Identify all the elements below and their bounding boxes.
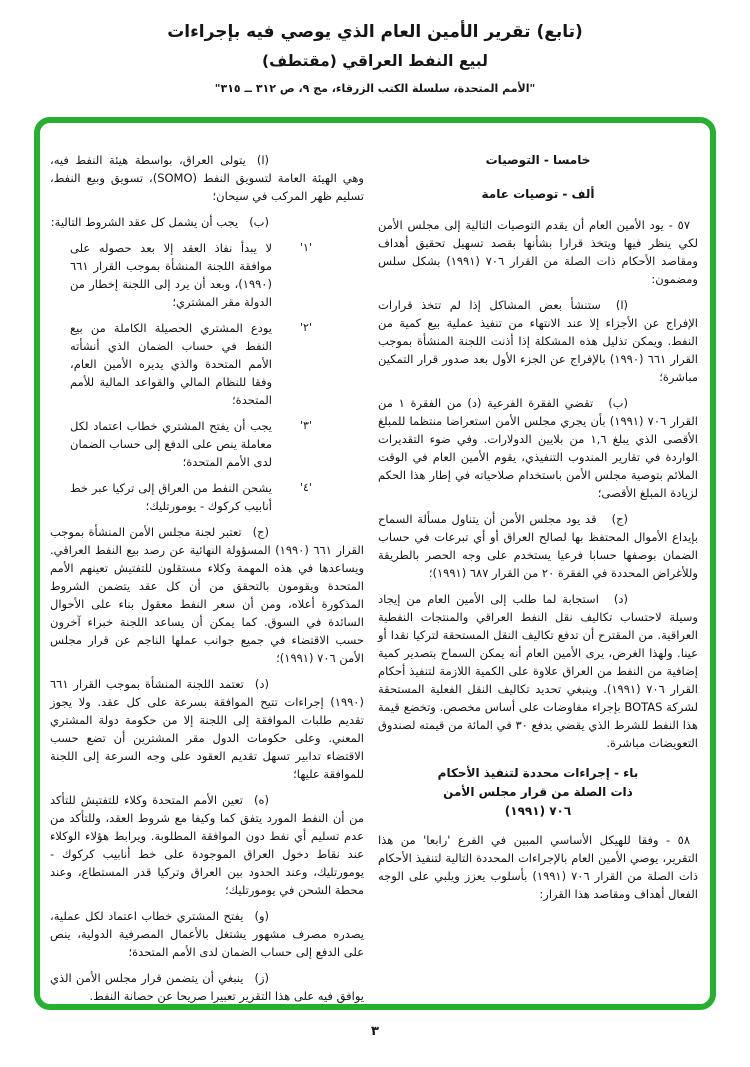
column-left — [50, 151, 364, 1010]
item-marker: (ب) — [608, 396, 628, 410]
item-text: يجب أن يشمل كل عقد الشروط التالية: — [50, 215, 239, 229]
procedure-item-w — [50, 907, 364, 961]
content-frame — [34, 117, 716, 1010]
recommendation-item-d — [378, 590, 698, 752]
item-text: ستنشأ بعض المشاكل إذا لم تتخذ قرارات الإفراج عن الأجزاء إلا عند الانتهاء من تنفيذ عملية بيع كمية من النفط. ويمكن تذليل هذه المشكلة إذا أذنت اللجنة المنشأة بموجب القرار ٦٦١ (١٩٩٠) بالإفراج عن الجزء الأول بعد صدور قرار التمكين مباشرة؛ — [378, 298, 698, 384]
procedure-item-a — [50, 151, 364, 205]
item-number-marker: '١' — [300, 241, 312, 254]
contract-condition-3 — [70, 417, 312, 471]
item-text: تعين الأمم المتحدة وكلاء للتفتيش للتأكد من أن النفط المورد يتفق كما وكيفا مع شروط العقد، وللتأكد من عدم تسليم أي نفط دون الموافقة المطلوبة. ويرابط هؤلاء الوكلاء عند نقاط دخول العراق الموجودة على خط أنابيب كركوك - يومورتليك، وعند الحدود بين العراق وتركيا قدر المستطاع، وعند محطة الشحن في يومورتليك؛ — [50, 793, 364, 897]
source-citation: "الأمم المتحدة، سلسلة الكتب الزرقاء، مج ٩، ص ٣١٢ ــ ٣١٥" — [214, 82, 536, 95]
item-text: تعتبر لجنة مجلس الأمن المنشأة بموجب القرار ٦٦١ (١٩٩٠) المسؤولة النهائية عن رصد بيع النفط العراقي. ويساعدها في هذه المهمة وكلاء مستقلون للتفتيش تعينهم الأمم المتحدة ويقومون بالتحقق من أن كل عقد يتضمن الشروط المذكورة أعلاه، ومن أن سعر النفط معقول بناء على الأحوال السائدة في السوق. كما يمكن أن يساعد اللجنة خبراء آخرون حسب الاقتضاء في جميع جوانب عملها الناجم عن قرار مجلس الأمن ٧٠٦ (١٩٩١)؛ — [50, 525, 364, 665]
item-marker: (د) — [613, 592, 628, 606]
item-number-marker: '٢' — [300, 321, 312, 334]
item-text: لا يبدأ نفاذ العقد إلا بعد حصوله على موافقة اللجنة المنشأة بموجب القرار ٦٦١ (١٩٩٠)، وبعد أن يرد إلى اللجنة إخطار من الدولة مقر المشتري؛ — [70, 241, 272, 309]
item-marker: (ج) — [252, 525, 269, 539]
item-marker: (ا) — [615, 298, 628, 312]
subsection-a-heading: ألف - توصيات عامة — [481, 187, 595, 201]
report-title-line-2: لبيع النفط العراقي (مقتطف) — [262, 52, 488, 70]
item-text: قد يود مجلس الأمن أن يتناول مسألة السماح بإيداع الأموال المحتفظ بها لصالح العراق أو أي تبرعات في حساب الضمان بوصفها حسابا فرعيا يستخدم على وجه الحصر بالطريقة وللأغراض المحددة في الفقرة ٢٠ من القرار ٦٨٧ (١٩٩١)؛ — [378, 512, 698, 580]
page-header — [0, 22, 750, 95]
paragraph-58-text: ٥٨ - وفقا للهيكل الأساسي المبين في الفرع 'رابعا' من هذا التقرير، يوصي الأمين العام بالإجراءات المحددة التالية لتنفيذ الأحكام ذات الصلة من القرار ٧٠٦ (١٩٩١) بأسلوب يعزز ويلبي على الوجه الفعال أهداف ومقاصد هذا القرار: — [378, 833, 698, 901]
paragraph-57 — [378, 216, 698, 288]
item-text: تعتمد اللجنة المنشأة بموجب القرار ٦٦١ (١٩٩٠) إجراءات تتيح الموافقة بسرعة على كل عقد. ولا يجوز تقديم طلبات الموافقة إلى اللجنة إلا من حكومة دولة المشتري المعني. وعلى حكومات الدول مقر المشترين أن تضع حسب الاقتضاء تدابير تسهل تقديم العقود على وجه السرعة إلى اللجنة للموافقة عليها؛ — [50, 677, 364, 781]
paragraph-57-text: ٥٧ - يود الأمين العام أن يقدم التوصيات التالية إلى مجلس الأمن لكي ينظر فيها ويتخذ قرارا بشأنها بقصد تسهيل تحقيق أهداف ومقاصد الأحكام ذات الصلة من القرار ٧٠٦ (١٩٩١) بشكل سلس ومضمون: — [378, 218, 698, 286]
item-marker: (ب) — [249, 215, 269, 229]
procedure-item-b — [50, 213, 364, 231]
subsection-b-line-1: باء - إجراءات محددة لتنفيذ الأحكام — [437, 766, 639, 780]
item-text: ينبغي أن يتضمن قرار مجلس الأمن الذي يوافق فيه على هذا التقرير تعبيرا صريحا عن حصانة النفط. — [50, 971, 364, 1003]
paragraph-58 — [378, 831, 698, 903]
contract-condition-2 — [70, 319, 312, 409]
page-number: ٣ — [371, 1024, 379, 1039]
column-right — [378, 151, 698, 1010]
item-text: يتولى العراق، بواسطة هيئة النفط فيه، وهي الهيئة العامة لتسويق النفط (SOMO)، تسويق وبيع النفط، تسليم ظهر المركب في سيحان؛ — [50, 153, 364, 203]
procedure-item-d — [50, 675, 364, 783]
item-marker: (ه) — [254, 793, 269, 807]
item-number-marker: '٤' — [300, 481, 312, 494]
item-text: يشحن النفط من العراق إلى تركيا عبر خط أنابيب كركوك - يومورتليك؛ — [70, 481, 272, 513]
procedure-item-c — [50, 523, 364, 667]
subsection-b-heading — [378, 764, 698, 821]
report-title-line-1: (تابع) تقرير الأمين العام الذي يوصي فيه بإجراءات — [167, 22, 583, 42]
item-text: يفتح المشتري خطاب اعتماد لكل عملية، يصدره مصرف مشهور يشتغل بالأعمال المصرفية الدولية، ينص على الدفع إلى حساب الضمان لدى الأمم المتحدة؛ — [50, 909, 364, 959]
procedure-item-z — [50, 969, 364, 1005]
item-text: يجب أن يفتح المشتري خطاب اعتماد لكل معاملة ينص على الدفع إلى حساب الضمان لدى الأمم المتحدة؛ — [70, 419, 272, 469]
recommendation-item-c — [378, 510, 698, 582]
two-column-text — [40, 123, 710, 1010]
contract-condition-4 — [70, 479, 312, 515]
procedure-item-h — [50, 791, 364, 899]
recommendation-item-b — [378, 394, 698, 502]
item-marker: (د) — [254, 677, 269, 691]
recommendation-item-a — [378, 296, 698, 386]
item-marker: (ج) — [611, 512, 628, 526]
item-marker: (ز) — [254, 971, 269, 985]
item-marker: (ا) — [256, 153, 269, 167]
subsection-b-line-3: ٧٠٦ (١٩٩١) — [504, 804, 572, 818]
item-text: تقضي الفقرة الفرعية (د) من الفقرة ١ من القرار ٧٠٦ (١٩٩١) بأن يجري مجلس الأمن استعراضا منتظما للمبلغ الأقصى الذي يبلغ ١,٦ من بلايين الدولارات. وفي ضوء التقديرات الواردة في تقارير المندوب التنفيذي، يقوم الأمين العام في الوقت الملائم بتوصية مجلس الأمن باستخدام صلاحياته في إطار هذا الحكم لزيادة المبلغ الأقصى؛ — [378, 396, 698, 500]
item-text: يودع المشتري الحصيلة الكاملة من بيع النفط في حساب الضمان الذي أنشأته الأمم المتحدة والذي يديره الأمين العام، وفقا للنظام المالي والقواعد المالية للأمم المتحدة؛ — [70, 321, 272, 407]
item-number-marker: '٣' — [300, 419, 312, 432]
subsection-b-line-2: ذات الصلة من قرار مجلس الأمن — [443, 785, 633, 799]
contract-condition-1 — [70, 239, 312, 311]
item-marker: (و) — [254, 909, 269, 923]
section-v-heading: خامسا - التوصيات — [485, 153, 591, 167]
item-text: استجابة لما طلب إلى الأمين العام من إيجاد وسيلة لاحتساب تكاليف نقل النفط العراقي والمنتجات النفطية العراقية. من المقترح أن تدفع تكاليف النقل المستحقة لتركيا نقدا أو عينا. ولهذا الغرض، يرى الأمين العام أنه يمكن السماح بتصدير كمية إضافية من النفط من العراق علاوة على الكمية اللازمة لتنفيذ أحكام القرار ٧٠٦ (١٩٩١). وينبغي تحديد تكاليف النقل الفعلية المستحقة لشركة BOTAS بإجراء مفاوضات على أساس مخصص. وتخضع قيمة هذا النفط للشرط الذي يقضي بدفع ٣٠ في المائة من قيمته لصندوق التعويضات مباشرة. — [378, 592, 699, 750]
